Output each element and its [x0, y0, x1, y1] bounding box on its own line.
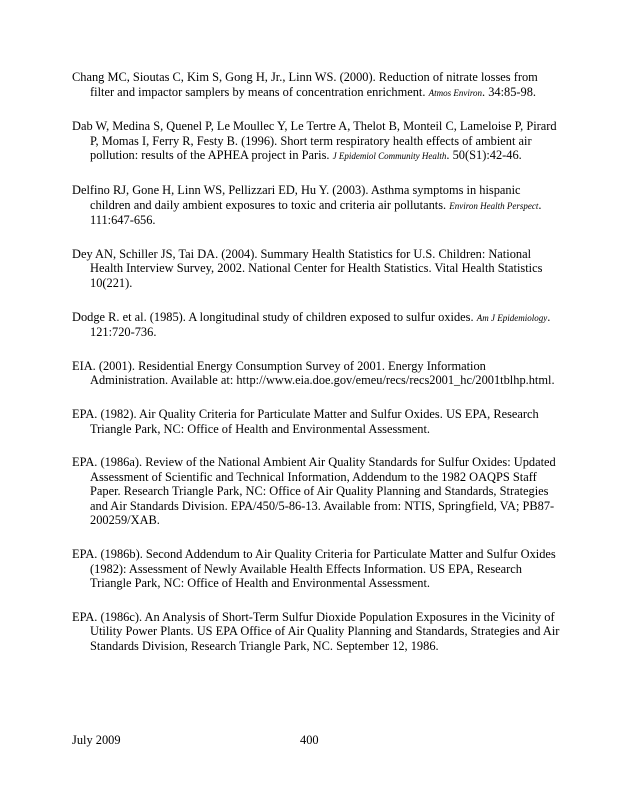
reference-citation: . 121:720-736. — [90, 309, 551, 340]
reference-journal: Am J Epidemiology — [476, 312, 548, 323]
reference-text: Dodge R. et al. (1985). A longitudinal study of children exposed to sulfur oxides. — [72, 309, 474, 324]
reference-entry — [72, 183, 564, 228]
footer-date: July 2009 — [72, 733, 121, 747]
reference-text: EPA. (1986a). Review of the National Ambient Air Quality Standards for Sulfur Oxides: Updated Assessment of Scientific and Technical Information, Addendum to the 1982 OAQPS Staff Paper. Research Triangle Park, NC: Office of Air Quality Planning and Standards, Strategies and Air Standards Division. EPA/450/5-86-13. Available from: NTIS, Springfield, VA; PB87-200259/XAB. — [72, 455, 556, 528]
reference-text: EPA. (1986c). An Analysis of Short-Term Sulfur Dioxide Population Exposures in the Vicinity of Utility Power Plants. US EPA Office of Air Quality Planning and Standards, Strategies and Air Standards Division, Research Triangle Park, NC. September 12, 1986. — [72, 609, 560, 654]
footer-page-number: 400 — [300, 733, 319, 747]
reference-entry — [72, 247, 564, 291]
reference-text: Chang MC, Sioutas C, Kim S, Gong H, Jr., Linn WS. (2000). Reduction of nitrate losses from filter and impactor samplers by means of concentration enrichment. — [72, 70, 538, 99]
reference-text: Delfino RJ, Gone H, Linn WS, Pellizzari ED, Hu Y. (2003). Asthma symptoms in hispanic children and daily ambient exposures to toxic and criteria air pollutants. — [72, 182, 521, 212]
reference-entry — [72, 547, 564, 591]
reference-citation: . 50(S1):42-46. — [446, 148, 522, 163]
reference-journal: Atmos Environ — [428, 87, 482, 98]
reference-entry — [72, 407, 564, 436]
reference-entry — [72, 359, 564, 388]
reference-list — [72, 70, 564, 673]
reference-citation: . 111:647-656. — [90, 197, 542, 228]
reference-journal: J Epidemiol Community Health — [332, 151, 447, 162]
reference-citation: . 34:85-98. — [482, 84, 537, 99]
reference-entry — [72, 119, 564, 164]
reference-entry — [72, 310, 564, 340]
reference-text: EPA. (1986b). Second Addendum to Air Quality Criteria for Particulate Matter and Sulfur Oxides (1982): Assessment of Newly Available Health Effects Information. US EPA, Research Triangle Park, NC: Office of Health and Environmental Assessment. — [72, 547, 556, 591]
reference-entry — [72, 455, 564, 528]
reference-journal: Environ Health Perspect — [449, 200, 539, 211]
reference-entry — [72, 610, 564, 654]
reference-text: Dab W, Medina S, Quenel P, Le Moullec Y, Le Tertre A, Thelot B, Monteil C, Lameloise P, Pirard P, Momas I, Ferry R, Festy B. (1996). Short term respiratory health effects of ambient air pollution: results of the APHEA project in Paris. — [72, 119, 557, 163]
reference-text: EPA. (1982). Air Quality Criteria for Particulate Matter and Sulfur Oxides. US EPA, Research Triangle Park, NC: Office of Health and Environmental Assessment. — [72, 406, 539, 436]
reference-text: EIA. (2001). Residential Energy Consumption Survey of 2001. Energy Information Administration. Available at: http://www.eia.doe.gov/emeu/recs/recs2001_hc/2001tblhp.html. — [72, 358, 555, 388]
reference-entry — [72, 70, 564, 100]
reference-text: Dey AN, Schiller JS, Tai DA. (2004). Summary Health Statistics for U.S. Children: National Health Interview Survey, 2002. National Center for Health Statistics. Vital Health Statistics 10(221). — [72, 246, 543, 290]
